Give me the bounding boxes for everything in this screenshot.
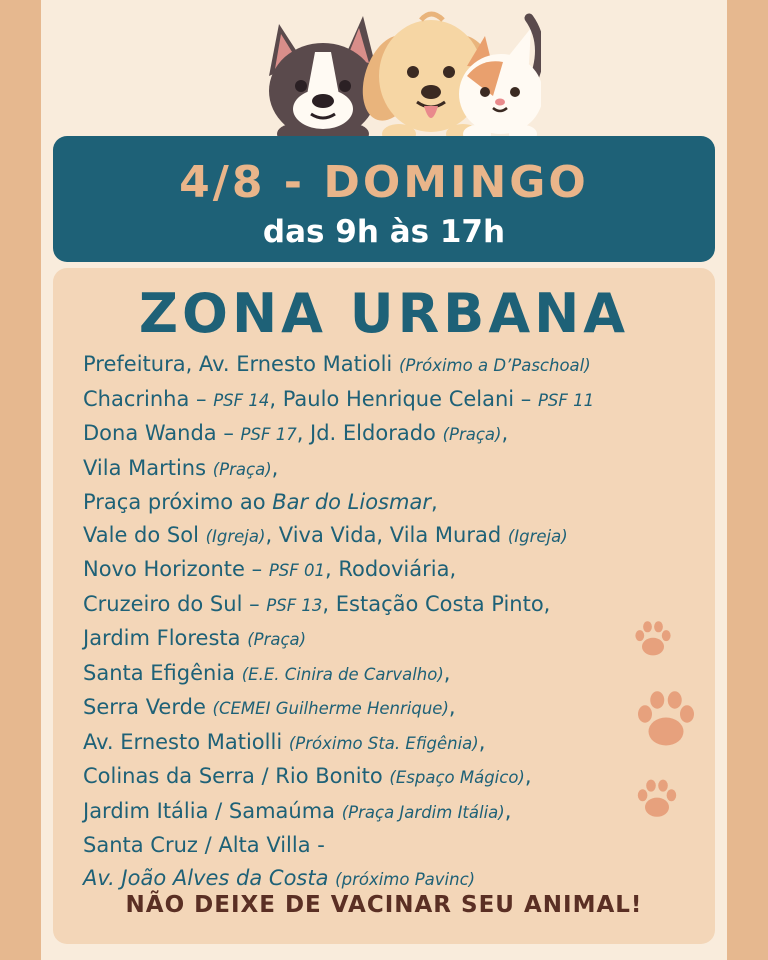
location-text: ,	[501, 421, 509, 445]
event-date: 4/8 - DOMINGO	[179, 157, 589, 208]
location-text: ,	[443, 660, 451, 685]
call-to-action: NÃO DEIXE DE VACINAR SEU ANIMAL!	[125, 892, 643, 918]
location-text: ,	[448, 695, 456, 719]
location-text: PSF 14	[213, 390, 270, 410]
location-text: Chacrinha –	[83, 386, 214, 411]
location-text: , Paulo Henrique Celani –	[269, 386, 538, 411]
location-text: Av. Ernesto Matiolli	[83, 729, 289, 754]
locations-card	[53, 268, 715, 944]
location-text: ,	[271, 455, 279, 480]
location-text: , Viva Vida, Vila Murad	[265, 522, 508, 547]
location-item	[83, 760, 703, 795]
location-text: PSF 11	[537, 390, 595, 410]
location-item	[83, 795, 703, 830]
location-text: , Estação Costa Pinto,	[322, 591, 551, 616]
location-text: Colinas da Serra / Rio Bonito	[83, 764, 390, 788]
location-text: Santa Cruz / Alta Villa -	[83, 833, 325, 857]
location-text: ,	[430, 490, 438, 514]
location-text: Novo Horizonte –	[83, 557, 269, 581]
location-text: Dona Wanda –	[83, 421, 241, 445]
location-text: Prefeitura, Av. Ernesto Matioli	[83, 352, 399, 376]
location-text: PSF 17	[240, 425, 297, 444]
location-text: (E.E. Cinira de Carvalho)	[241, 664, 444, 684]
location-item	[83, 348, 703, 383]
location-text: (Praça)	[442, 425, 502, 444]
location-text: Vale do Sol	[83, 522, 206, 547]
location-list	[83, 348, 703, 896]
location-text: Bar do Liosmar	[272, 490, 431, 514]
paw-print-icon	[631, 686, 701, 756]
location-text: (Praça Jardim Itália)	[341, 802, 505, 822]
location-text: (Praça)	[247, 630, 307, 649]
location-item	[83, 553, 703, 588]
location-item	[83, 829, 703, 862]
location-item	[83, 657, 703, 692]
location-text: ,	[524, 764, 532, 788]
date-banner	[53, 136, 715, 262]
paw-print-icon	[633, 776, 681, 824]
location-text: (Igreja)	[507, 526, 568, 546]
paw-print-icon	[631, 618, 675, 662]
location-text: (Próximo a D’Paschoal)	[398, 356, 591, 375]
location-text: Vila Martins	[83, 455, 213, 480]
event-hours: das 9h às 17h	[262, 214, 506, 250]
calico-cat-icon	[459, 18, 541, 143]
location-text: , Rodoviária,	[324, 557, 457, 581]
location-text: Serra Verde	[83, 695, 213, 719]
location-text: (Próximo Sta. Efigênia)	[288, 733, 479, 753]
location-text: (Espaço Mágico)	[389, 768, 525, 787]
french-bulldog-icon	[269, 16, 377, 144]
location-text: Santa Efigênia	[83, 660, 242, 685]
location-text: Jardim Itália / Samaúma	[83, 798, 342, 823]
pets-illustration	[231, 6, 541, 146]
location-item	[83, 691, 703, 726]
location-item	[83, 383, 703, 418]
location-text: (Igreja)	[205, 526, 266, 546]
location-text: (próximo Pavinc)	[335, 869, 476, 889]
location-text: , Jd. Eldorado	[296, 421, 443, 445]
location-text: Praça próximo ao	[83, 490, 273, 514]
location-item	[83, 486, 703, 519]
location-text: (Praça)	[212, 459, 272, 479]
location-text: PSF 01	[268, 561, 325, 580]
location-text: (CEMEI Guilherme Henrique)	[212, 699, 449, 718]
location-item	[83, 588, 703, 623]
poster	[41, 0, 727, 960]
location-item	[83, 622, 703, 657]
zone-title: ZONA URBANA	[138, 282, 630, 345]
location-text: Av. João Alves da Costa	[83, 865, 329, 890]
location-item	[83, 519, 703, 554]
location-item	[83, 452, 703, 487]
location-item	[83, 417, 703, 452]
location-text: Jardim Floresta	[83, 626, 248, 650]
location-text: ,	[478, 729, 486, 754]
location-text: ,	[504, 798, 512, 823]
location-text: Cruzeiro do Sul –	[83, 591, 267, 616]
location-item	[83, 726, 703, 761]
location-text: PSF 13	[266, 595, 323, 615]
